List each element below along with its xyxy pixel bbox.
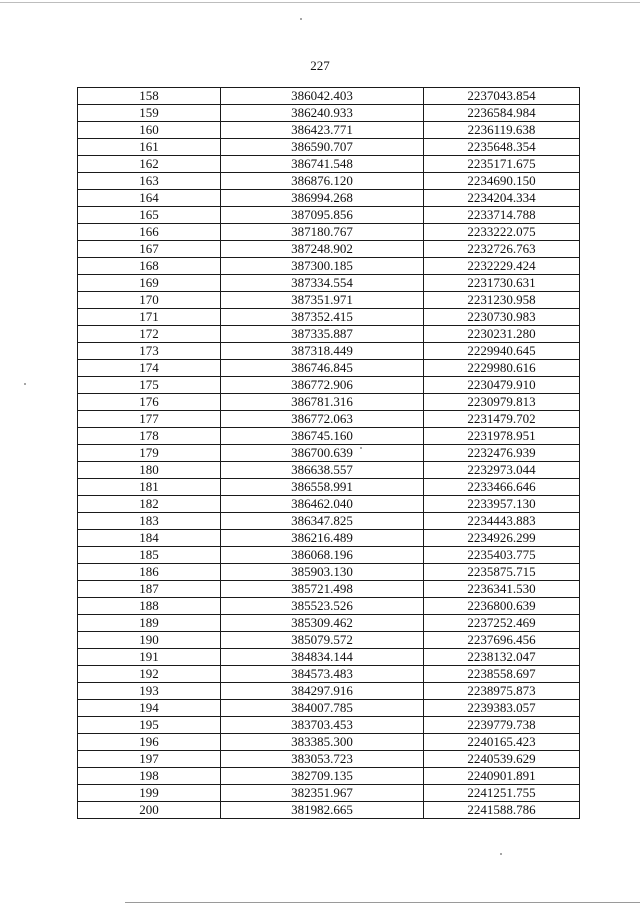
table-row: [78, 360, 580, 377]
y-coordinate-cell: 2230730.983: [424, 309, 580, 326]
x-coordinate-cell: 383703.453: [221, 717, 424, 734]
page-number: 227: [310, 58, 330, 73]
x-coordinate-cell: 385903.130: [221, 564, 424, 581]
table-row: [78, 105, 580, 122]
table-row: [78, 190, 580, 207]
y-coordinate-cell: 2240901.891: [424, 768, 580, 785]
y-coordinate-cell: 2229980.616: [424, 360, 580, 377]
y-coordinate-cell: 2231978.951: [424, 428, 580, 445]
x-coordinate-cell: 386216.489: [221, 530, 424, 547]
table-row: [78, 513, 580, 530]
x-coordinate-cell: 387248.902: [221, 241, 424, 258]
point-number-cell: 174: [78, 360, 221, 377]
point-number-cell: 165: [78, 207, 221, 224]
point-number-cell: 192: [78, 666, 221, 683]
table-row: [78, 428, 580, 445]
scan-speck: [500, 853, 502, 855]
y-coordinate-cell: 2234690.150: [424, 173, 580, 190]
point-number-cell: 176: [78, 394, 221, 411]
x-coordinate-cell: 386772.063: [221, 411, 424, 428]
table-row: [78, 751, 580, 768]
y-coordinate-cell: 2236800.639: [424, 598, 580, 615]
x-coordinate-cell: 386347.825: [221, 513, 424, 530]
y-coordinate-cell: 2233957.130: [424, 496, 580, 513]
table-row: [78, 632, 580, 649]
point-number-cell: 164: [78, 190, 221, 207]
point-number-cell: 189: [78, 615, 221, 632]
table-row: [78, 173, 580, 190]
y-coordinate-cell: 2231730.631: [424, 275, 580, 292]
x-coordinate-cell: 386068.196: [221, 547, 424, 564]
table-row: [78, 598, 580, 615]
point-number-cell: 191: [78, 649, 221, 666]
point-number-cell: 185: [78, 547, 221, 564]
table-row: [78, 802, 580, 819]
y-coordinate-cell: 2238975.873: [424, 683, 580, 700]
y-coordinate-cell: 2237043.854: [424, 88, 580, 105]
point-number-cell: 161: [78, 139, 221, 156]
table-row: [78, 156, 580, 173]
x-coordinate-cell: 386558.991: [221, 479, 424, 496]
y-coordinate-cell: 2237252.469: [424, 615, 580, 632]
table-row: [78, 564, 580, 581]
point-number-cell: 166: [78, 224, 221, 241]
y-coordinate-cell: 2235403.775: [424, 547, 580, 564]
x-coordinate-cell: 384834.144: [221, 649, 424, 666]
table-row: [78, 275, 580, 292]
point-number-cell: 194: [78, 700, 221, 717]
x-coordinate-cell: 385309.462: [221, 615, 424, 632]
x-coordinate-cell: 382351.967: [221, 785, 424, 802]
table-row: [78, 139, 580, 156]
point-number-cell: 163: [78, 173, 221, 190]
x-coordinate-cell: 387095.856: [221, 207, 424, 224]
x-coordinate-cell: 386772.906: [221, 377, 424, 394]
x-coordinate-cell: 387334.554: [221, 275, 424, 292]
scan-speck: [360, 447, 362, 449]
table-row: [78, 785, 580, 802]
x-coordinate-cell: 386423.771: [221, 122, 424, 139]
table-row: [78, 581, 580, 598]
y-coordinate-cell: 2235648.354: [424, 139, 580, 156]
point-number-cell: 175: [78, 377, 221, 394]
y-coordinate-cell: 2238132.047: [424, 649, 580, 666]
y-coordinate-cell: 2238558.697: [424, 666, 580, 683]
y-coordinate-cell: 2235171.675: [424, 156, 580, 173]
point-number-cell: 162: [78, 156, 221, 173]
point-number-cell: 158: [78, 88, 221, 105]
coordinates-table-body: [78, 88, 580, 819]
y-coordinate-cell: 2240539.629: [424, 751, 580, 768]
y-coordinate-cell: 2235875.715: [424, 564, 580, 581]
y-coordinate-cell: 2239779.738: [424, 717, 580, 734]
y-coordinate-cell: 2241588.786: [424, 802, 580, 819]
scan-edge-top: [0, 2, 640, 3]
point-number-cell: 160: [78, 122, 221, 139]
table-row: [78, 224, 580, 241]
x-coordinate-cell: 386638.557: [221, 462, 424, 479]
x-coordinate-cell: 383053.723: [221, 751, 424, 768]
y-coordinate-cell: 2234204.334: [424, 190, 580, 207]
point-number-cell: 177: [78, 411, 221, 428]
table-row: [78, 462, 580, 479]
table-row: [78, 530, 580, 547]
y-coordinate-cell: 2229940.645: [424, 343, 580, 360]
point-number-cell: 190: [78, 632, 221, 649]
point-number-cell: 179: [78, 445, 221, 462]
point-number-cell: 200: [78, 802, 221, 819]
point-number-cell: 184: [78, 530, 221, 547]
y-coordinate-cell: 2236341.530: [424, 581, 580, 598]
x-coordinate-cell: 387300.185: [221, 258, 424, 275]
x-coordinate-cell: 387352.415: [221, 309, 424, 326]
x-coordinate-cell: 386042.403: [221, 88, 424, 105]
table-row: [78, 683, 580, 700]
scan-edge-bottom: [125, 902, 640, 903]
table-row: [78, 411, 580, 428]
table-row: [78, 377, 580, 394]
x-coordinate-cell: 387351.971: [221, 292, 424, 309]
x-coordinate-cell: 386240.933: [221, 105, 424, 122]
y-coordinate-cell: 2239383.057: [424, 700, 580, 717]
table-row: [78, 241, 580, 258]
point-number-cell: 186: [78, 564, 221, 581]
x-coordinate-cell: 385721.498: [221, 581, 424, 598]
point-number-cell: 171: [78, 309, 221, 326]
y-coordinate-cell: 2231479.702: [424, 411, 580, 428]
x-coordinate-cell: 384297.916: [221, 683, 424, 700]
y-coordinate-cell: 2230979.813: [424, 394, 580, 411]
y-coordinate-cell: 2231230.958: [424, 292, 580, 309]
table-row: [78, 496, 580, 513]
y-coordinate-cell: 2232476.939: [424, 445, 580, 462]
y-coordinate-cell: 2232726.763: [424, 241, 580, 258]
y-coordinate-cell: 2237696.456: [424, 632, 580, 649]
point-number-cell: 199: [78, 785, 221, 802]
x-coordinate-cell: 383385.300: [221, 734, 424, 751]
point-number-cell: 181: [78, 479, 221, 496]
table-row: [78, 326, 580, 343]
x-coordinate-cell: 387335.887: [221, 326, 424, 343]
y-coordinate-cell: 2236584.984: [424, 105, 580, 122]
table-row: [78, 122, 580, 139]
x-coordinate-cell: 386745.160: [221, 428, 424, 445]
y-coordinate-cell: 2233222.075: [424, 224, 580, 241]
y-coordinate-cell: 2234926.299: [424, 530, 580, 547]
y-coordinate-cell: 2236119.638: [424, 122, 580, 139]
scan-speck: [300, 18, 302, 20]
table-row: [78, 207, 580, 224]
x-coordinate-cell: 387318.449: [221, 343, 424, 360]
x-coordinate-cell: 386781.316: [221, 394, 424, 411]
table-row: [78, 309, 580, 326]
y-coordinate-cell: 2230479.910: [424, 377, 580, 394]
table-row: [78, 666, 580, 683]
point-number-cell: 169: [78, 275, 221, 292]
x-coordinate-cell: 386746.845: [221, 360, 424, 377]
table-row: [78, 734, 580, 751]
x-coordinate-cell: 385523.526: [221, 598, 424, 615]
x-coordinate-cell: 382709.135: [221, 768, 424, 785]
table-row: [78, 768, 580, 785]
x-coordinate-cell: 386590.707: [221, 139, 424, 156]
point-number-cell: 178: [78, 428, 221, 445]
scan-speck: [24, 383, 26, 385]
coordinates-table: [77, 87, 580, 819]
point-number-cell: 173: [78, 343, 221, 360]
table-row: [78, 394, 580, 411]
y-coordinate-cell: 2232973.044: [424, 462, 580, 479]
point-number-cell: 183: [78, 513, 221, 530]
point-number-cell: 159: [78, 105, 221, 122]
y-coordinate-cell: 2241251.755: [424, 785, 580, 802]
y-coordinate-cell: 2234443.883: [424, 513, 580, 530]
y-coordinate-cell: 2240165.423: [424, 734, 580, 751]
x-coordinate-cell: 387180.767: [221, 224, 424, 241]
point-number-cell: 197: [78, 751, 221, 768]
table-row: [78, 479, 580, 496]
x-coordinate-cell: 386462.040: [221, 496, 424, 513]
y-coordinate-cell: 2233466.646: [424, 479, 580, 496]
table-row: [78, 547, 580, 564]
table-row: [78, 615, 580, 632]
point-number-cell: 195: [78, 717, 221, 734]
table-row: [78, 700, 580, 717]
table-row: [78, 445, 580, 462]
y-coordinate-cell: 2230231.280: [424, 326, 580, 343]
x-coordinate-cell: 386876.120: [221, 173, 424, 190]
table-row: [78, 717, 580, 734]
table-row: [78, 88, 580, 105]
x-coordinate-cell: 384573.483: [221, 666, 424, 683]
y-coordinate-cell: 2232229.424: [424, 258, 580, 275]
point-number-cell: 188: [78, 598, 221, 615]
x-coordinate-cell: 386741.548: [221, 156, 424, 173]
y-coordinate-cell: 2233714.788: [424, 207, 580, 224]
point-number-cell: 198: [78, 768, 221, 785]
point-number-cell: 168: [78, 258, 221, 275]
x-coordinate-cell: 381982.665: [221, 802, 424, 819]
point-number-cell: 187: [78, 581, 221, 598]
table-row: [78, 292, 580, 309]
point-number-cell: 170: [78, 292, 221, 309]
point-number-cell: 167: [78, 241, 221, 258]
x-coordinate-cell: 385079.572: [221, 632, 424, 649]
x-coordinate-cell: 384007.785: [221, 700, 424, 717]
point-number-cell: 196: [78, 734, 221, 751]
point-number-cell: 172: [78, 326, 221, 343]
point-number-cell: 193: [78, 683, 221, 700]
table-row: [78, 649, 580, 666]
x-coordinate-cell: 386700.639: [221, 445, 424, 462]
point-number-cell: 180: [78, 462, 221, 479]
table-row: [78, 343, 580, 360]
point-number-cell: 182: [78, 496, 221, 513]
x-coordinate-cell: 386994.268: [221, 190, 424, 207]
table-row: [78, 258, 580, 275]
